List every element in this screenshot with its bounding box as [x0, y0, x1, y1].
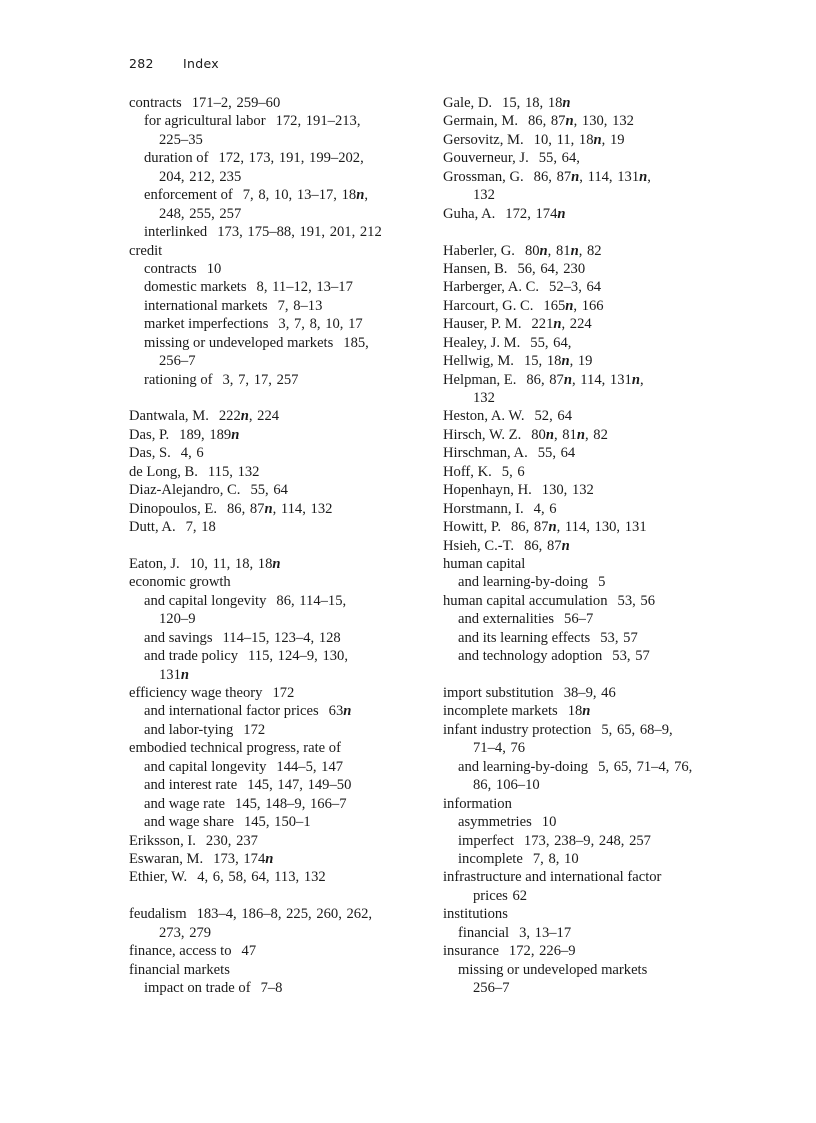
index-term: Helpman, E.: [443, 371, 517, 388]
index-term: impact on trade of: [144, 980, 251, 996]
index-subentry: [129, 260, 429, 278]
index-page-refs: 47: [241, 943, 257, 960]
index-entry: [129, 832, 429, 850]
index-term: and savings: [144, 629, 213, 646]
index-term: financial markets: [129, 961, 230, 978]
index-term: Eswaran, M.: [129, 850, 204, 867]
index-subentry: [443, 573, 743, 591]
index-subentry: [129, 721, 429, 739]
index-term: and externalities: [458, 611, 555, 628]
index-letter-gap: [129, 887, 429, 905]
index-entry: [443, 426, 743, 444]
index-entry-continuation: [129, 666, 429, 684]
index-term: Hirschman, A.: [443, 445, 528, 462]
index-term: Howitt, P.: [443, 519, 501, 536]
index-entry: [129, 739, 429, 757]
index-term: financial: [458, 924, 510, 941]
index-entry: [443, 371, 743, 389]
index-column-left: [129, 94, 429, 997]
index-page-refs: 3, 7, 17, 257: [222, 371, 299, 388]
index-page-refs: 221n, 224: [531, 316, 592, 333]
index-term: Hsieh, C.-T.: [443, 537, 515, 554]
index-entry: [443, 500, 743, 518]
index-page-refs: 115, 124–9, 130,: [248, 648, 348, 665]
index-page-refs: 86, 87n, 114, 131n,: [533, 168, 651, 185]
index-entry: [129, 573, 429, 591]
index-page-refs: 225–35: [159, 131, 203, 148]
index-term: missing or undeveloped markets: [458, 961, 648, 978]
index-entry: [129, 481, 429, 499]
index-entry: [443, 444, 743, 462]
index-subentry: [129, 223, 429, 241]
index-term: imperfect: [458, 832, 514, 849]
index-subentry: [129, 813, 429, 831]
index-page-refs: 53, 56: [617, 592, 656, 609]
index-entry-continuation: [443, 739, 743, 757]
index-page-refs: 171–2, 259–60: [191, 95, 281, 111]
index-term: import substitution: [443, 685, 554, 701]
index-subentry: [129, 112, 429, 130]
index-subentry: [443, 850, 743, 868]
index-term: market imperfections: [144, 316, 269, 333]
index-term: Das, P.: [129, 426, 170, 443]
index-entry: [443, 518, 743, 536]
index-entry-continuation: [129, 924, 429, 942]
index-term: Hellwig, M.: [443, 353, 514, 370]
index-page-refs: 173, 174n: [213, 850, 274, 867]
index-page-refs: 4, 6: [180, 445, 204, 462]
index-subentry: [129, 278, 429, 296]
index-term: Eaton, J.: [129, 555, 180, 572]
index-page-refs: 86, 87n, 114, 131n,: [526, 371, 644, 388]
index-page-refs: 5: [598, 574, 606, 591]
index-page-refs: 132: [473, 187, 495, 204]
index-term: Dantwala, M.: [129, 408, 209, 425]
index-entry-continuation: [443, 186, 743, 204]
index-term: enforcement of: [144, 187, 233, 204]
index-entry-continuation: [129, 205, 429, 223]
index-term: and interest rate: [144, 777, 238, 794]
index-letter-gap: [129, 537, 429, 555]
index-term: Healey, J. M.: [443, 334, 521, 351]
index-term: insurance: [443, 943, 499, 960]
index-entry: [129, 242, 429, 260]
index-term: information: [443, 795, 512, 812]
index-page-refs: 7, 18: [185, 519, 216, 536]
index-entry: [443, 868, 743, 886]
index-page-refs: 86, 114–15,: [276, 592, 347, 609]
index-entry: [443, 352, 743, 370]
index-term: infant industry protection: [443, 721, 592, 738]
index-term: incomplete: [458, 850, 523, 867]
index-term: asymmetries: [458, 814, 532, 831]
index-entry: [443, 297, 743, 315]
index-entry: [443, 315, 743, 333]
index-page-refs: prices 62: [473, 887, 528, 904]
index-page-refs: 114–15, 123–4, 128: [222, 629, 341, 646]
index-page-refs: 172, 173, 191, 199–202,: [218, 150, 364, 167]
index-page-refs: 15, 18, 18n: [502, 95, 571, 111]
index-letter-gap: [443, 223, 743, 241]
index-subentry: [129, 149, 429, 167]
index-term: Grossman, G.: [443, 168, 524, 185]
index-entry: [443, 260, 743, 278]
index-term: Hoff, K.: [443, 463, 492, 480]
index-term: and capital longevity: [144, 758, 267, 775]
index-page-refs: 5, 65, 68–9,: [601, 721, 673, 738]
index-entry: [129, 463, 429, 481]
index-term: embodied technical progress, rate of: [129, 740, 341, 757]
index-page-refs: 132: [473, 390, 495, 406]
index-page-refs: 3, 7, 8, 10, 17: [278, 316, 363, 333]
index-entry: [443, 684, 743, 702]
index-term: Harcourt, G. C.: [443, 297, 534, 314]
index-page-refs: 256–7: [159, 353, 196, 370]
index-entry: [443, 537, 743, 555]
index-subentry: [443, 610, 743, 628]
index-entry: [443, 131, 743, 149]
index-term: international markets: [144, 297, 268, 314]
index-term: Heston, A. W.: [443, 408, 525, 425]
index-page-refs: 172: [243, 721, 266, 738]
index-entry: [443, 795, 743, 813]
index-page-refs: 86, 87n, 130, 132: [527, 113, 634, 130]
index-page-refs: 230, 237: [205, 832, 258, 849]
index-term: infrastructure and international factor: [443, 869, 662, 886]
index-term: Harberger, A. C.: [443, 279, 540, 296]
index-entry: [443, 94, 743, 112]
index-term: and international factor prices: [144, 703, 319, 720]
index-term: Dinopoulos, E.: [129, 500, 217, 517]
index-term: Hauser, P. M.: [443, 316, 522, 333]
index-term: and wage rate: [144, 795, 226, 812]
index-subentry: [129, 979, 429, 997]
index-page-refs: 55, 64: [250, 482, 288, 499]
index-page-refs: 10: [206, 260, 222, 277]
index-subentry: [129, 592, 429, 610]
index-entry: [129, 426, 429, 444]
index-entry: [443, 555, 743, 573]
index-page-refs: 248, 255, 257: [159, 205, 242, 222]
index-term: and capital longevity: [144, 592, 267, 609]
index-entry: [443, 592, 743, 610]
index-page-refs: 120–9: [159, 611, 196, 628]
index-term: Gouverneur, J.: [443, 150, 529, 167]
index-term: incomplete markets: [443, 703, 558, 720]
index-page-refs: 8, 11–12, 13–17: [256, 279, 353, 296]
index-term: finance, access to: [129, 943, 232, 960]
index-subentry: [129, 315, 429, 333]
index-subentry: [129, 297, 429, 315]
index-entry: [129, 444, 429, 462]
index-entry: [443, 242, 743, 260]
index-term: Haberler, G.: [443, 242, 515, 259]
index-term: Hopenhayn, H.: [443, 482, 532, 499]
index-page-refs: 56, 64, 230: [517, 260, 586, 277]
index-subentry: [443, 961, 743, 979]
index-page-refs: 86, 106–10: [473, 777, 540, 794]
index-entry: [129, 868, 429, 886]
index-entry: [443, 905, 743, 923]
index-page-refs: 115, 132: [207, 463, 260, 480]
index-subentry: [443, 832, 743, 850]
index-term: economic growth: [129, 574, 231, 591]
index-entry-continuation: [443, 979, 743, 997]
index-term: Dutt, A.: [129, 519, 176, 536]
index-term: institutions: [443, 906, 508, 923]
index-page-refs: 38–9, 46: [563, 685, 616, 701]
index-subentry: [129, 334, 429, 352]
index-entry: [443, 721, 743, 739]
index-page-refs: 18n: [567, 703, 591, 720]
index-entry: [443, 112, 743, 130]
index-page-refs: 80n, 81n, 82: [524, 242, 602, 259]
index-page-refs: 10: [541, 814, 557, 831]
index-term: and learning-by-doing: [458, 758, 589, 775]
index-page-refs: 222n, 224: [218, 408, 280, 425]
index-subentry: [129, 629, 429, 647]
index-term: and technology adoption: [458, 648, 603, 665]
index-page-refs: 86, 87n: [524, 537, 570, 554]
index-term: domestic markets: [144, 279, 247, 296]
index-page-refs: 173, 175–88, 191, 201, 212: [217, 224, 382, 241]
index-entry: [129, 94, 429, 112]
index-entry: [129, 555, 429, 573]
index-entry: [129, 905, 429, 923]
running-head: [129, 56, 219, 71]
index-column-right: [443, 94, 743, 997]
index-term: human capital accumulation: [443, 592, 608, 609]
index-term: interlinked: [144, 224, 208, 241]
index-term: Diaz-Alejandro, C.: [129, 482, 241, 499]
index-page-refs: 5, 65, 71–4, 76,: [598, 758, 693, 775]
index-page-refs: 273, 279: [159, 924, 212, 941]
page-number: 282: [129, 56, 154, 71]
index-page-refs: 56–7: [564, 611, 594, 628]
index-page-refs: 7, 8–13: [277, 297, 323, 314]
index-subentry: [129, 186, 429, 204]
index-term: Hirsch, W. Z.: [443, 426, 522, 443]
index-entry: [443, 942, 743, 960]
index-page-refs: 172, 226–9: [508, 943, 576, 960]
index-page-refs: 5, 6: [501, 463, 525, 480]
index-term: duration of: [144, 150, 209, 167]
index-entry: [129, 684, 429, 702]
index-term: Germain, M.: [443, 113, 518, 130]
index-term: and trade policy: [144, 648, 239, 665]
index-term: and learning-by-doing: [458, 574, 589, 591]
index-term: and labor-tying: [144, 721, 234, 738]
index-subentry: [129, 776, 429, 794]
index-entry: [129, 518, 429, 536]
index-subentry: [443, 629, 743, 647]
index-term: Eriksson, I.: [129, 832, 196, 849]
index-subentry: [443, 758, 743, 776]
index-page-refs: 55, 64: [537, 445, 576, 462]
index-term: missing or undeveloped markets: [144, 334, 334, 351]
index-page-refs: 173, 238–9, 248, 257: [523, 832, 651, 849]
index-entry: [443, 407, 743, 425]
index-entry: [443, 205, 743, 223]
index-page-refs: 55, 64,: [530, 334, 572, 351]
index-entry: [129, 850, 429, 868]
index-page-refs: 53, 57: [600, 629, 638, 646]
index-page-refs: 4, 6: [533, 500, 557, 517]
index-page-refs: 144–5, 147: [276, 758, 344, 775]
index-letter-gap: [129, 389, 429, 407]
index-entry: [443, 702, 743, 720]
index-page-refs: 55, 64,: [538, 150, 580, 167]
index-page-refs: 80n, 81n, 82: [531, 426, 608, 443]
index-term: credit: [129, 242, 163, 259]
index-page-refs: 131n: [159, 666, 190, 683]
index-term: Gersovitz, M.: [443, 131, 524, 148]
index-page-refs: 145, 148–9, 166–7: [235, 795, 347, 812]
index-page-refs: 53, 57: [612, 648, 650, 665]
index-page-refs: 183–4, 186–8, 225, 260, 262,: [196, 906, 373, 923]
index-term: Hansen, B.: [443, 260, 508, 277]
index-page-refs: 63n: [328, 703, 352, 720]
index-entry: [129, 500, 429, 518]
index-term: Ethier, W.: [129, 869, 188, 886]
index-entry: [443, 334, 743, 352]
index-page-refs: 4, 6, 58, 64, 113, 132: [197, 869, 326, 886]
index-page-refs: 256–7: [473, 980, 510, 996]
index-term: and wage share: [144, 814, 234, 831]
index-term: human capital: [443, 555, 526, 572]
index-subentry: [129, 795, 429, 813]
index-term: and its learning effects: [458, 629, 591, 646]
index-page-refs: 15, 18n, 19: [523, 353, 593, 370]
index-entry-continuation: [443, 776, 743, 794]
index-page-refs: 172, 174n: [505, 205, 566, 222]
index-page-refs: 7–8: [260, 980, 283, 996]
index-page-refs: 204, 212, 235: [159, 168, 242, 185]
index-page-refs: 7, 8, 10, 13–17, 18n,: [242, 187, 368, 204]
index-term: Das, S.: [129, 445, 171, 462]
index-term: for agricultural labor: [144, 113, 266, 130]
index-entry-continuation: [129, 168, 429, 186]
index-page-refs: 86, 87n, 114, 130, 131: [510, 519, 647, 536]
index-subentry: [443, 813, 743, 831]
index-page-refs: 7, 8, 10: [532, 850, 579, 867]
index-page-refs: 52–3, 64: [549, 279, 602, 296]
index-entry: [129, 407, 429, 425]
index-entry: [443, 481, 743, 499]
index-letter-gap: [443, 666, 743, 684]
index-page-refs: 165n, 166: [543, 297, 604, 314]
index-term: contracts: [129, 95, 182, 111]
index-term: Guha, A.: [443, 205, 496, 222]
index-term: feudalism: [129, 906, 187, 923]
index-subentry: [443, 647, 743, 665]
index-page-refs: 172: [272, 685, 295, 701]
index-subentry: [443, 924, 743, 942]
index-page-refs: 86, 87n, 114, 132: [226, 500, 333, 517]
index-page-refs: 145, 150–1: [243, 814, 311, 831]
index-entry-continuation: [129, 131, 429, 149]
index-page-refs: 189, 189n: [179, 426, 240, 443]
running-title: Index: [183, 56, 219, 71]
index-page-refs: 185,: [343, 334, 369, 351]
index-entry-continuation: [443, 887, 743, 905]
index-page-refs: 52, 64: [534, 408, 572, 425]
index-entry-continuation: [443, 389, 743, 407]
index-entry-continuation: [129, 610, 429, 628]
index-entry: [443, 168, 743, 186]
index-page-refs: 10, 11, 18n, 19: [533, 131, 625, 148]
index-entry: [443, 149, 743, 167]
index-subentry: [129, 371, 429, 389]
index-term: contracts: [144, 260, 197, 277]
index-term: rationing of: [144, 371, 213, 388]
index-term: de Long, B.: [129, 463, 198, 480]
index-entry: [443, 463, 743, 481]
index-page-refs: 145, 147, 149–50: [247, 777, 352, 794]
index-page-refs: 3, 13–17: [519, 924, 572, 941]
index-subentry: [129, 702, 429, 720]
index-entry: [443, 278, 743, 296]
index-page-refs: 172, 191–213,: [275, 113, 361, 130]
index-term: Gale, D.: [443, 95, 493, 111]
index-page-refs: 71–4, 76: [473, 740, 526, 757]
index-entry: [129, 961, 429, 979]
index-subentry: [129, 647, 429, 665]
index-page-refs: 130, 132: [541, 482, 594, 499]
index-entry: [129, 942, 429, 960]
index-page-refs: 10, 11, 18, 18n: [189, 555, 281, 572]
index-subentry: [129, 758, 429, 776]
index-entry-continuation: [129, 352, 429, 370]
index-term: Horstmann, I.: [443, 500, 524, 517]
index-term: efficiency wage theory: [129, 685, 263, 701]
